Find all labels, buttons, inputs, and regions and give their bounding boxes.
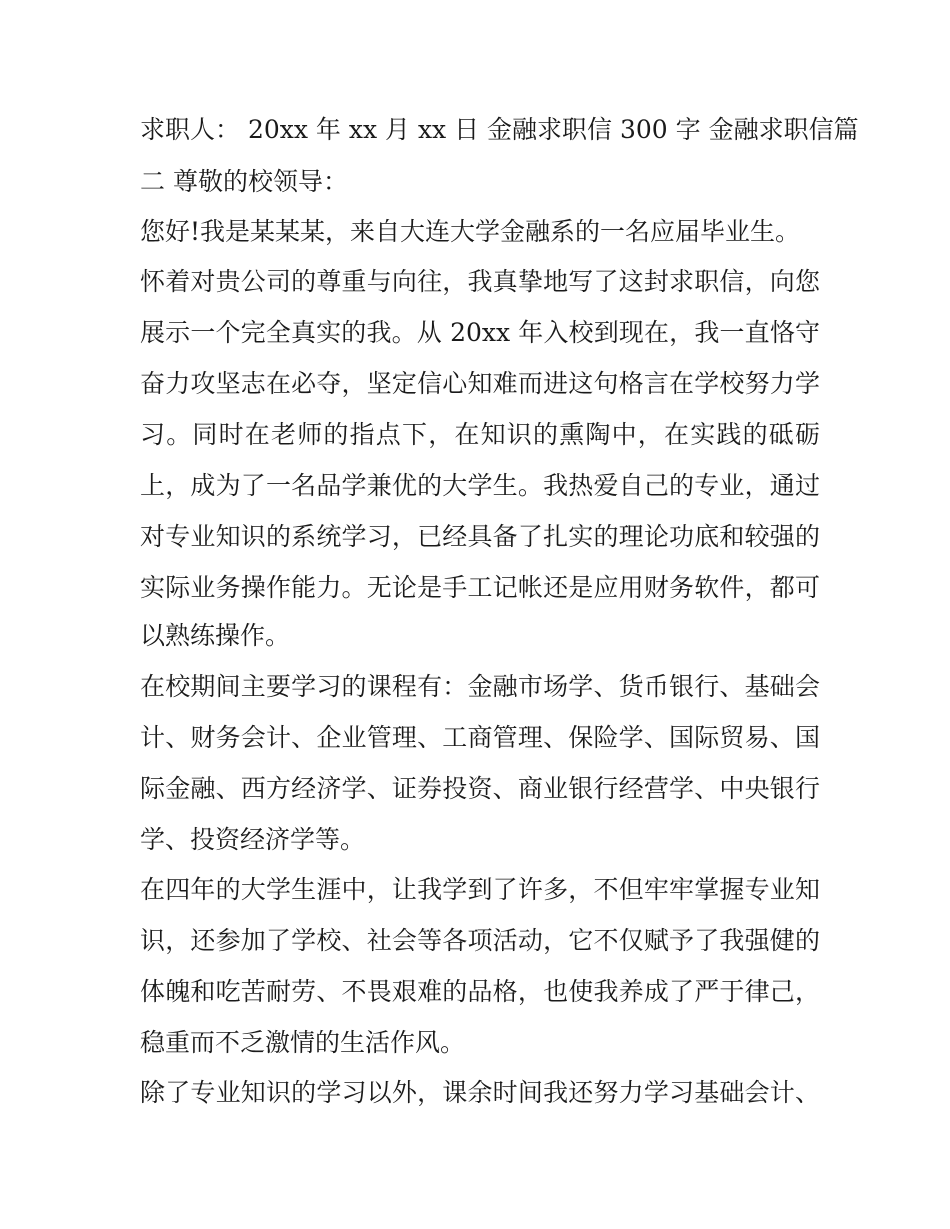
text-line: 识，还参加了学校、社会等各项活动，它不仅赋予了我强健的 bbox=[140, 926, 820, 955]
text-line: 在校期间主要学习的课程有：金融市场学、货币银行、基础会 bbox=[140, 672, 820, 701]
text-line: 怀着对贵公司的尊重与向往，我真挚地写了这封求职信，向您 bbox=[140, 267, 820, 296]
text-line: 展示一个完全真实的我。从 20xx 年入校到现在，我一直恪守 bbox=[140, 318, 820, 347]
text-line: 学、投资经济学等。 bbox=[140, 825, 366, 854]
text-line: 除了专业知识的学习以外，课余时间我还努力学习基础会计、 bbox=[140, 1078, 820, 1107]
text-line: 计、财务会计、企业管理、工商管理、保险学、国际贸易、国 bbox=[140, 723, 820, 752]
text-line: 际金融、西方经济学、证券投资、商业银行经营学、中央银行 bbox=[140, 774, 820, 803]
text-line: 体魄和吃苦耐劳、不畏艰难的品格，也使我养成了严于律己， bbox=[140, 977, 820, 1006]
text-line: 习。同时在老师的指点下，在知识的熏陶中，在实践的砥砺 bbox=[140, 420, 820, 449]
text-line: 以熟练操作。 bbox=[140, 621, 291, 650]
text-line: 在四年的大学生涯中，让我学到了许多，不但牢牢掌握专业知 bbox=[140, 875, 820, 904]
text-line: 对专业知识的系统学习，已经具备了扎实的理论功底和较强的 bbox=[140, 522, 820, 551]
text-line: 奋力攻坚志在必夺，坚定信心知难而进这句格言在学校努力学 bbox=[140, 369, 820, 398]
text-line: 二 尊敬的校领导： bbox=[140, 167, 348, 196]
text-line: 实际业务操作能力。无论是手工记帐还是应用财务软件，都可 bbox=[140, 573, 820, 602]
text-line: 求职人： 20xx 年 xx 月 xx 日 金融求职信 300 字 金融求职信篇 bbox=[140, 115, 859, 144]
text-line: 上，成为了一名品学兼优的大学生。我热爱自己的专业，通过 bbox=[140, 471, 820, 500]
text-line: 稳重而不乏激情的生活作风。 bbox=[140, 1028, 466, 1057]
text-line: 您好!我是某某某，来自大连大学金融系的一名应届毕业生。 bbox=[140, 217, 801, 246]
